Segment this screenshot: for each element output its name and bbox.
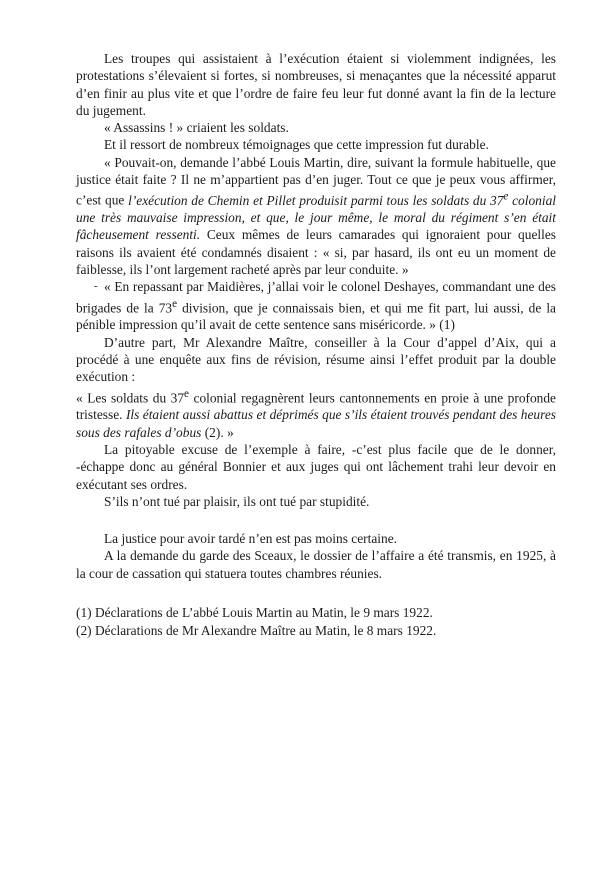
document-page xyxy=(76,50,556,641)
paragraph-cour-cassation: A la demande du garde des Sceaux, le dossier de l’affaire a été transmis, en 1925, à la cour de cassation qui statuera toutes chambres réunies. xyxy=(76,548,556,581)
paragraph-maidieres-quote: - « En repassant par Maidières, j’allai voir le colonel Deshayes, commandant une des brigades de la 73e division, que je connaissais bien, et qui me fit part, lui aussi, de la pénible impression qu’il avait de cette sentence sans miséricorde. » (1) xyxy=(76,278,556,333)
quote-text: « Pouvait-on, demande l’abbé Louis Martin, dire, suivant la formule habituelle, que justice était faite ? Il ne m’appartient pas d’en juger. Tout ce que je peux vous affirmer, c’est que xyxy=(76,154,556,208)
footnote-2: (2) Déclarations de Mr Alexandre Maître au Matin, le 8 mars 1922. xyxy=(76,623,437,639)
paragraph-temoignages: Et il ressort de nombreux témoignages que cette impression fut durable. xyxy=(104,137,489,153)
margin-mark: - xyxy=(94,280,98,293)
footnotes xyxy=(76,604,556,640)
paragraph-execution-indignation: Les troupes qui assistaient à l’exécution étaient si violemment indignées, les protestations s’élevaient si fortes, si nombreuses, si menaçantes que la nécessité apparut d’en finir au plus vite et que l’ordre de faire feu leur fut donné avant la fin de la lecture du jugement. xyxy=(76,51,556,118)
footnote-1: (1) Déclarations de L’abbé Louis Martin au Matin, le 9 mars 1922. xyxy=(76,605,433,621)
paragraph-alexandre-maitre: D’autre part, Mr Alexandre Maître, conseiller à la Cour d’appel d’Aix, qui a procédé à une enquête aux fins de révision, résume ainsi l’effet produit par la double exécution : xyxy=(76,334,556,385)
paragraph-soldats-37e: « Les soldats du 37e colonial regagnèrent leurs cantonnements en proie à une profonde tristesse. Ils étaient aussi abattus et déprimés que s’ils étaient trouvés pendant des heures sous des rafales d’obus (2). » xyxy=(76,387,556,440)
quote-italic-text: l’exécution de Chemin et Pillet produisit parmi tous les soldats du 37e colonial une très mauvaise impression, et que, le jour même, le moral du régiment s’en était fâcheusement ressenti. xyxy=(76,190,556,243)
paragraph-pitoyable-excuse: La pitoyable excuse de l’exemple à faire, -c’est plus facile que de le donner, -échappe donc au général Bonnier et aux juges qui ont lâchement trahi leur devoir en exécutant ses ordres. xyxy=(76,441,556,492)
paragraph-abbe-martin-quote xyxy=(76,154,556,279)
quote-text-end: Ceux mêmes de leurs camarades qui ignoraient pour quelles raisons ils avaient été condamnés disaient : « si, par hasard, ils ont eu un moment de faiblesse, ils l’ont largement racheté après par leur conduite. » xyxy=(76,227,556,278)
paragraph-justice: La justice pour avoir tardé n’en est pas moins certaine. xyxy=(104,531,397,547)
quote-italic-text: Ils étaient aussi abattus et déprimés que s’ils étaient trouvés pendant des heures sous des rafales d’obus xyxy=(76,407,556,440)
paragraph-assassins: « Assassins ! » criaient les soldats. xyxy=(104,120,289,136)
paragraph-stupidite: S’ils n’ont tué par plaisir, ils ont tué par stupidité. xyxy=(104,493,370,509)
